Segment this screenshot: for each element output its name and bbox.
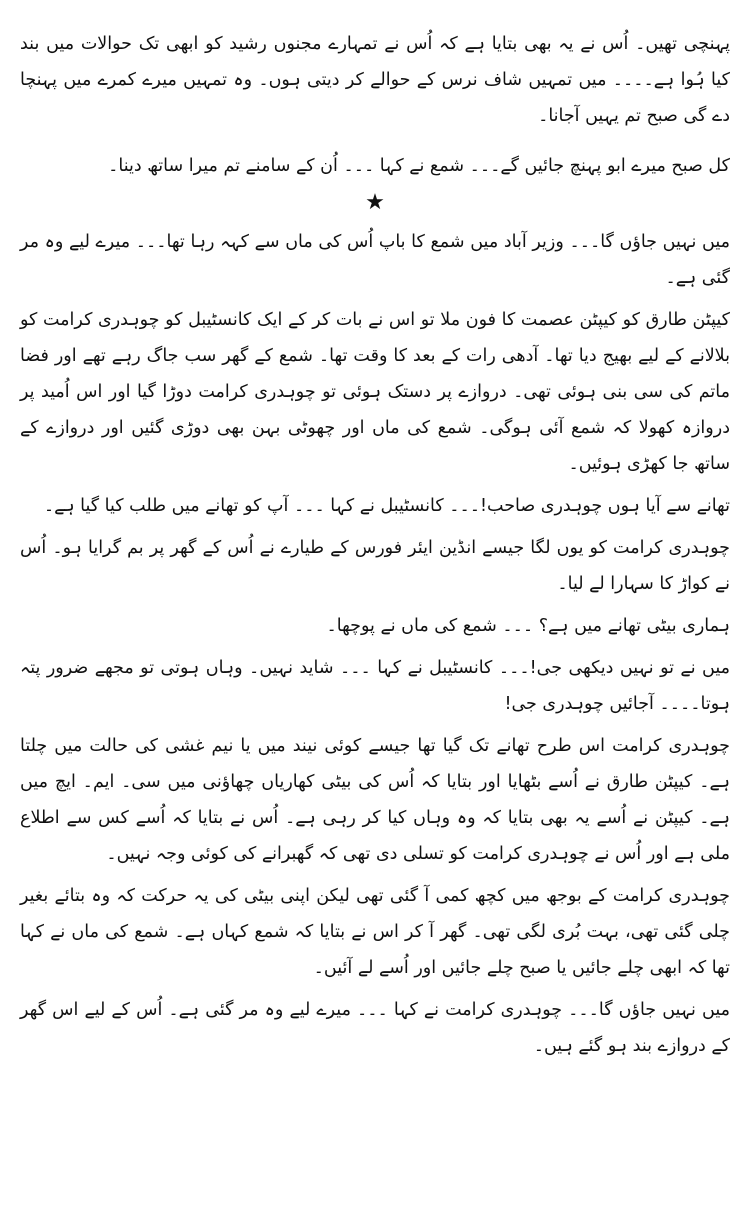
paragraph-2: کل صبح میرے ابو پہنچ جائیں گے۔۔۔ شمع نے کہا ۔۔۔ اُن کے سامنے تم میرا ساتھ دینا۔ <box>108 156 730 176</box>
paragraph-8: میں نے تو نہیں دیکھی جی!۔۔۔ کانسٹیبل نے کہا ۔۔۔ شاید نہیں۔ وہاں ہوتی تو مجھے ضرور پتہ ہوتا۔۔۔۔ آجائیں چوہدری جی! <box>20 658 730 714</box>
paragraph-4: کیپٹن طارق کو کیپٹن عصمت کا فون ملا تو اس نے بات کر کے ایک کانسٹیبل کو چوہدری کرامت کو بلالانے کے لیے بھیج دیا تھا۔ آدھی رات کے بعد کا وقت تھا۔ شمع کے گھر سب جاگ رہے تھے اور فضا ماتم کی سی بنی ہوئی تھی۔ دروازے پر دستک ہوئی تو چوہدری کرامت دوڑا گیا اور اس اُمید پر دروازہ کھولا کہ شمع آئی ہوگی۔ شمع کی ماں اور چھوٹی بہن بھی دوڑی گئیں اور دروازے کے ساتھ جا کھڑی ہوئیں۔ <box>20 310 730 474</box>
paragraph-10: چوہدری کرامت کے بوجھ میں کچھ کمی آ گئی تھی لیکن اپنی بیٹی کی یہ حرکت کہ وہ بتائے بغیر چلی گئی تھی، بہت بُری لگی تھی۔ گھر آ کر اس نے بتایا کہ شمع کہاں ہے۔ شمع کی ماں نے کہا تھا کہ ابھی چلے جائیں یا صبح چلے جائیں اور اُسے لے آئیں۔ <box>20 886 730 978</box>
paragraph-7: ہماری بیٹی تھانے میں ہے؟ ۔۔۔ شمع کی ماں نے پوچھا۔ <box>326 616 730 636</box>
paragraph-5: تھانے سے آیا ہوں چوہدری صاحب!۔۔۔ کانسٹیبل نے کہا ۔۔۔ آپ کو تھانے میں طلب کیا گیا ہے۔ <box>43 496 730 516</box>
paragraph-1: پہنچی تھیں۔ اُس نے یہ بھی بتایا ہے کہ اُس نے تمہارے مجنوں رشید کو ابھی تک حوالات میں بند کیا ہُوا ہے۔۔۔۔ میں تمہیں شاف نرس کے حوالے کر دیتی ہوں۔ وہ تمہیں میرے کمرے میں پہنچا دے گی صبح تم یہیں آجانا۔ <box>20 34 730 126</box>
paragraph-6: چوہدری کرامت کو یوں لگا جیسے انڈین ایئر فورس کے طیارے نے اُس کے گھر پر بم گرایا ہو۔ اُس نے کواڑ کا سہارا لے لیا۔ <box>20 538 730 594</box>
paragraph-3: میں نہیں جاؤں گا۔۔۔ وزیر آباد میں شمع کا باپ اُس کی ماں سے کہہ رہا تھا۔۔۔ میرے لیے وہ مر گئی ہے۔ <box>20 232 730 288</box>
star-separator-icon: ★ <box>365 190 385 215</box>
paragraph-11: میں نہیں جاؤں گا۔۔۔ چوہدری کرامت نے کہا ۔۔۔ میرے لیے وہ مر گئی ہے۔ اُس کے لیے اس گھر کے دروازے بند ہو گئے ہیں۔ <box>20 1000 730 1056</box>
paragraph-9: چوہدری کرامت اس طرح تھانے تک گیا تھا جیسے کوئی نیند میں یا نیم غشی کی حالت میں چلتا ہے۔ کیپٹن طارق نے اُسے بٹھایا اور بتایا کہ اُس کی بیٹی کھاریاں چھاؤنی میں سی۔ ایم۔ ایچ میں ہے۔ کیپٹن نے اُسے یہ بھی بتایا کہ وہ وہاں کیا کر رہی ہے۔ اُس نے بتایا کہ اُسے کس سے اطلاع ملی ہے اور اُس نے چوہدری کرامت کو تسلی دی تھی کہ گھبرانے کی کوئی وجہ نہیں۔ <box>20 736 730 864</box>
